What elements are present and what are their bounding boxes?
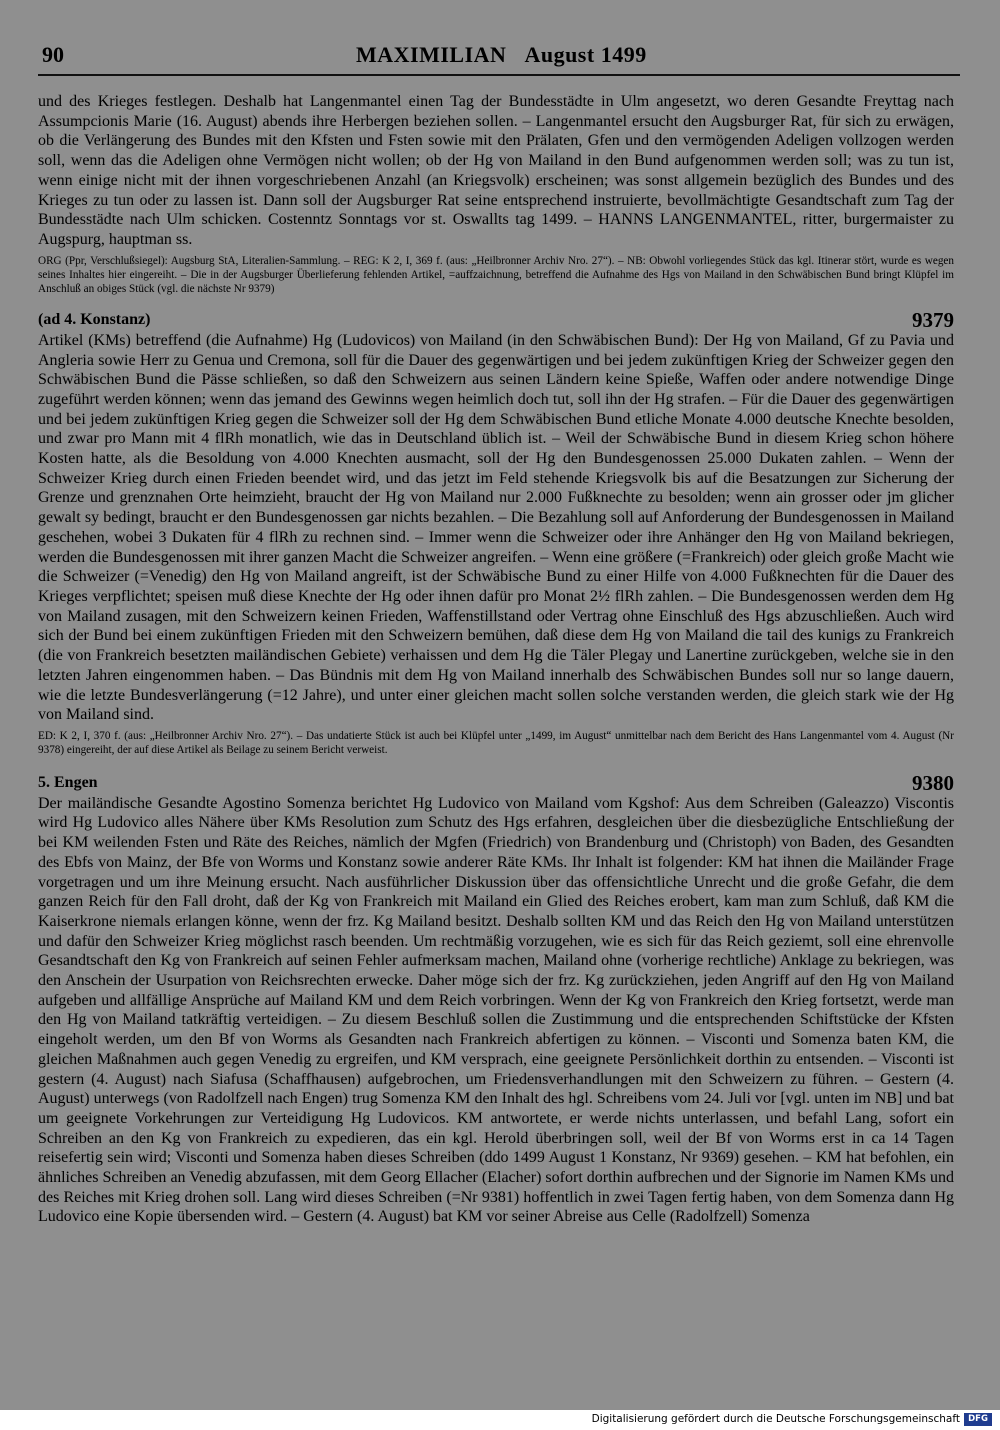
dfg-logo: DFG: [964, 1413, 992, 1426]
document-note: ED: K 2, I, 370 f. (aus: „Heilbronner Archiv Nro. 27“). – Das undatierte Stück ist auch bei Klüpfel unter „1499, im August“ unmittelbar nach dem Bericht des Hans Langenmantel vom 4. August (Nr 9378) eingereiht, der auf diese Artikel als Beilage zu seinem Bericht verweist.: [38, 729, 954, 757]
document-number: 9379: [912, 307, 954, 332]
page-number: 90: [42, 42, 64, 67]
intro-paragraph: und des Krieges festlegen. Deshalb hat Langenmantel einen Tag der Bundesstädte in Ulm angesetzt, wo deren Gesandte Freyttag nach Assumpcionis Marie (16. August) abends ihre Herbergen beziehen sollen. – Langenmantel ersucht den Augsburger Rat, für sich zu erwägen, ob die Verlängerung des Bundes mit den Kfsten und Fsten sowie mit den Prälaten, Gfen und den vermögenden Adeligen vollzogen werden soll, wenn das die Adeligen ohne Vermögen nicht wollen; ob der Hg von Mailand in den Bund aufgenommen werden soll; was zu tun ist, wenn einige nicht mit der ihnen vorgeschriebenen Anzahl (an Kriegsvolk) erscheinen; was sonst allgemein bezüglich des Bundes und des Krieges zu tun oder zu lassen ist. Dann soll der Augsburger Rat seine entsprechend instruierte, bevollmächtigte Gesandtschaft zum Tag der Bundesstädte nach Ulm schicken. Costenntz Sonntags vor st. Oswallts tag 1499. – HANNS LANGENMANTEL, ritter, burgermaister zu Augspurg, hauptman ss.: [38, 93, 954, 248]
document-heading: 5. Engen: [38, 773, 98, 791]
document-9379: [38, 309, 954, 758]
document-paragraph: Artikel (KMs) betreffend (die Aufnahme) Hg (Ludovicos) von Mailand (in den Schwäbischen Bund): Der Hg von Mailand, Gf zu Pavia und Angleria sowie Herr zu Genua und Cremona, soll für die Dauer des gegenwärtigen und bei jedem zukünftigen Krieg der Schweizer gegen den Schwäbischen Bund die Pässe schließen, so daß den Schweizern aus seinen Ländern keine Spieße, Waffen oder andere notwendige Dinge zugeführt werden können; wenn das jemand des Gewinns wegen heimlich doch tut, soll ihn der Hg strafen. – Für die Dauer des gegenwärtigen und bei jedem zukünftigen Krieg gegen die Schweizer soll der Hg dem Schwäbischen Bund etliche Monate 4.000 deutsche Knechte besolden, und zwar pro Mann mit 4 flRh monatlich, wie das in Deutschland üblich ist. – Weil der Schwäbische Bund in diesem Krieg schon höhere Kosten hatte, als die Besoldung von 4.000 Knechten ausmacht, soll der Hg den Bundesgenossen 25.000 Dukaten zahlen. – Wenn der Schweizer Krieg durch einen Frieden beendet wird, und das jetzt im Feld stehende Kriegsvolk bis auf die Besatzungen zur Sicherung der Grenze und grenznahen Orte heimzieht, braucht der Hg von Mailand nur 2.000 Fußknechte zu besolden; wenn ain grosser oder jm glicher gewalt sy bedingt, braucht er den Bundesgenossen gar nichts bezahlen. – Die Bezahlung soll auf Anforderung der Bundesgenossen in Mailand geschehen, wobei 3 Dukaten für 4 flRh zu rechnen sind. – Immer wenn die Schweizer oder ihre Anhänger den Hg von Mailand bekriegen, werden die Bundesgenossen mit ihrer ganzen Macht die Schweizer angreifen. – Wenn eine größere (=Frankreich) oder gleich große Macht wie die Schweizer (=Venedig) den Hg von Mailand angreift, ist der Schwäbische Bund zu einer Hilfe von 4.000 Fußknechten für die Dauer des Krieges verpflichtet; speisen muß diese Knechte der Hg oder ihnen dafür pro Monat 2½ flRh zahlen. – Die Bundesgenossen werden dem Hg von Mailand zusagen, mit den Schweizern keinen Frieden, Waffenstillstand oder Vertrag ohne Einschluß des Hgs abzuschließen. Auch wird sich der Bund bei einem zukünftigen Frieden mit den Schweizern bemühen, daß diese dem Hg von Mailand die tail des kunigs zu Frankreich (die von Frankreich besetzten mailändischen Gebiete) verhaissen und dem Hg die Täler Plegay und Lanertine zurückgeben, welche sie in den letzten Jahren eingenommen haben. – Das Bündnis mit dem Hg von Mailand innerhalb des Schwäbischen Bundes soll nur so lange dauern, wie die letzte Bundesverlängerung (=12 Jahre), und unter einer gleichen macht sollen solche verstanden werden, die gleich stark wie der Hg von Mailand sind.: [38, 331, 954, 724]
title-date: August 1499: [524, 42, 647, 67]
document-9380: [38, 772, 954, 1227]
title-name: MAXIMILIAN: [356, 42, 507, 67]
running-title: [356, 42, 647, 68]
document-heading: (ad 4. Konstanz): [38, 310, 151, 328]
document-number: 9380: [912, 770, 954, 795]
page-header: [38, 40, 960, 76]
page-footer: [0, 1410, 1000, 1430]
intro-note: ORG (Ppr, Verschlußsiegel): Augsburg StA, Literalien-Sammlung. – REG: K 2, I, 369 f. (aus: „Heilbronner Archiv Nro. 27“). – NB: Obwohl vorliegendes Stück das kgl. Itinerar stört, wurde es wegen seines Inhaltes hier eingereiht. – Die in der Augsburger Überlieferung fehlenden Artikel, =auffzaichnung, betreffend die Aufnahme des Hgs von Mailand in den Schwäbischen Bund bringt Klüpfel im Anschluß an obiges Stück (vgl. die nächste Nr 9379): [38, 254, 954, 296]
document-paragraph: Der mailändische Gesandte Agostino Somenza berichtet Hg Ludovico von Mailand vom Kgshof: Aus dem Schreiben (Galeazzo) Viscontis wird Hg Ludovico alles Nähere über KMs Resolution zum Schutz des Hgs erfahren, desgleichen über die diesbezügliche Entschließung der bei KM weilenden Fsten und Räte des Reiches, nämlich der Mgfen (Friedrich) von Brandenburg und (Christoph) von Baden, des Gesandten des Ebfs von Mainz, der Bfe von Worms und Konstanz sowie anderer Räte KMs. Ihr Inhalt ist folgender: KM hat ihnen die Mailänder Frage vorgetragen und um ihre Meinung ersucht. Nach ausführlicher Diskussion über das offensichtliche Unrecht und die große Gefahr, die dem ganzen Reich für den Fall droht, daß der Kg von Frankreich mit Mailand ein Glied des Reiches erobert, kam man zum Schluß, daß KM die Kaiserkrone niemals erlangen könne, wenn der frz. Kg Mailand besitzt. Deshalb sollten KM und das Reich den Hg von Mailand unterstützen und dafür den Schweizer Krieg möglichst rasch beenden. Um rechtmäßig vorzugehen, wie es sich für das Reich geziemt, soll eine ehrenvolle Gesandtschaft den Kg von Frankreich auf seinen Fehler aufmerksam machen, Mailand ohne (vorherige rechtliche) Anklage zu bekriegen, was den Anschein der Usurpation von Reichsrechten erwecke. Daher möge sich der frz. Kg zurückziehen, jeden Angriff auf den Hg von Mailand aufgeben und allfällige Ansprüche auf Mailand KM und dem Reich vorbringen. Wenn der Kg von Frankreich den Krieg fortsetzt, werde man den Hg von Mailand tatkräftig verteidigen. – Zu diesem Beschluß sollen die Zustimmung und die entsprechenden Schiftstücke der Kfsten eingeholt werden, um den Bf von Worms als Gesandten nach Frankreich abfertigen zu können. – Visconti und Somenza baten KM, die gleichen Maßnahmen auch gegen Venedig zu ergreifen, und KM versprach, eine geeignete Persönlichkeit dorthin zu entsenden. – Visconti ist gestern (4. August) nach Siafusa (Schaffhausen) aufgebrochen, um Friedensverhandlungen mit den Schweizern zu führen. – Gestern (4. August) unterwegs (von Radolfzell nach Engen) trug Somenza KM den Inhalt des hgl. Schreibens vom 24. Juli vor [vgl. unten im NB] und bat um geeignete Vorkehrungen zur Verteidigung Hg Ludovicos. KM antwortete, er werde nichts unterlassen, und befahl Lang, sofort ein Schreiben an den Kg von Frankreich zu expedieren, das ein kgl. Herold überbringen soll, weil der Bf von Worms erst in ca 14 Tagen reisefertig sein wird; Visconti und Somenza haben dieses Schreiben (ddo 1499 August 1 Konstanz, Nr 9369) gesehen. – KM hat befohlen, ein ähnliches Schreiben an Venedig abzufassen, mit dem Georg Ellacher (Elacher) sofort dorthin aufbrechen und der Signorie im Namen KMs und des Reiches mit Krieg drohen soll. Lang wird dieses Schreiben (=Nr 9381) hoffentlich in zwei Tagen fertig haben, von dem Somenza dann Hg Ludovico eine Kopie übersenden wird. – Gestern (4. August) bat KM vor seiner Abreise aus Celle (Radolfzell) Somenza: [38, 794, 954, 1226]
funding-credit: Digitalisierung gefördert durch die Deutsche Forschungsgemeinschaft: [591, 1413, 960, 1425]
page-body: [38, 92, 954, 1227]
